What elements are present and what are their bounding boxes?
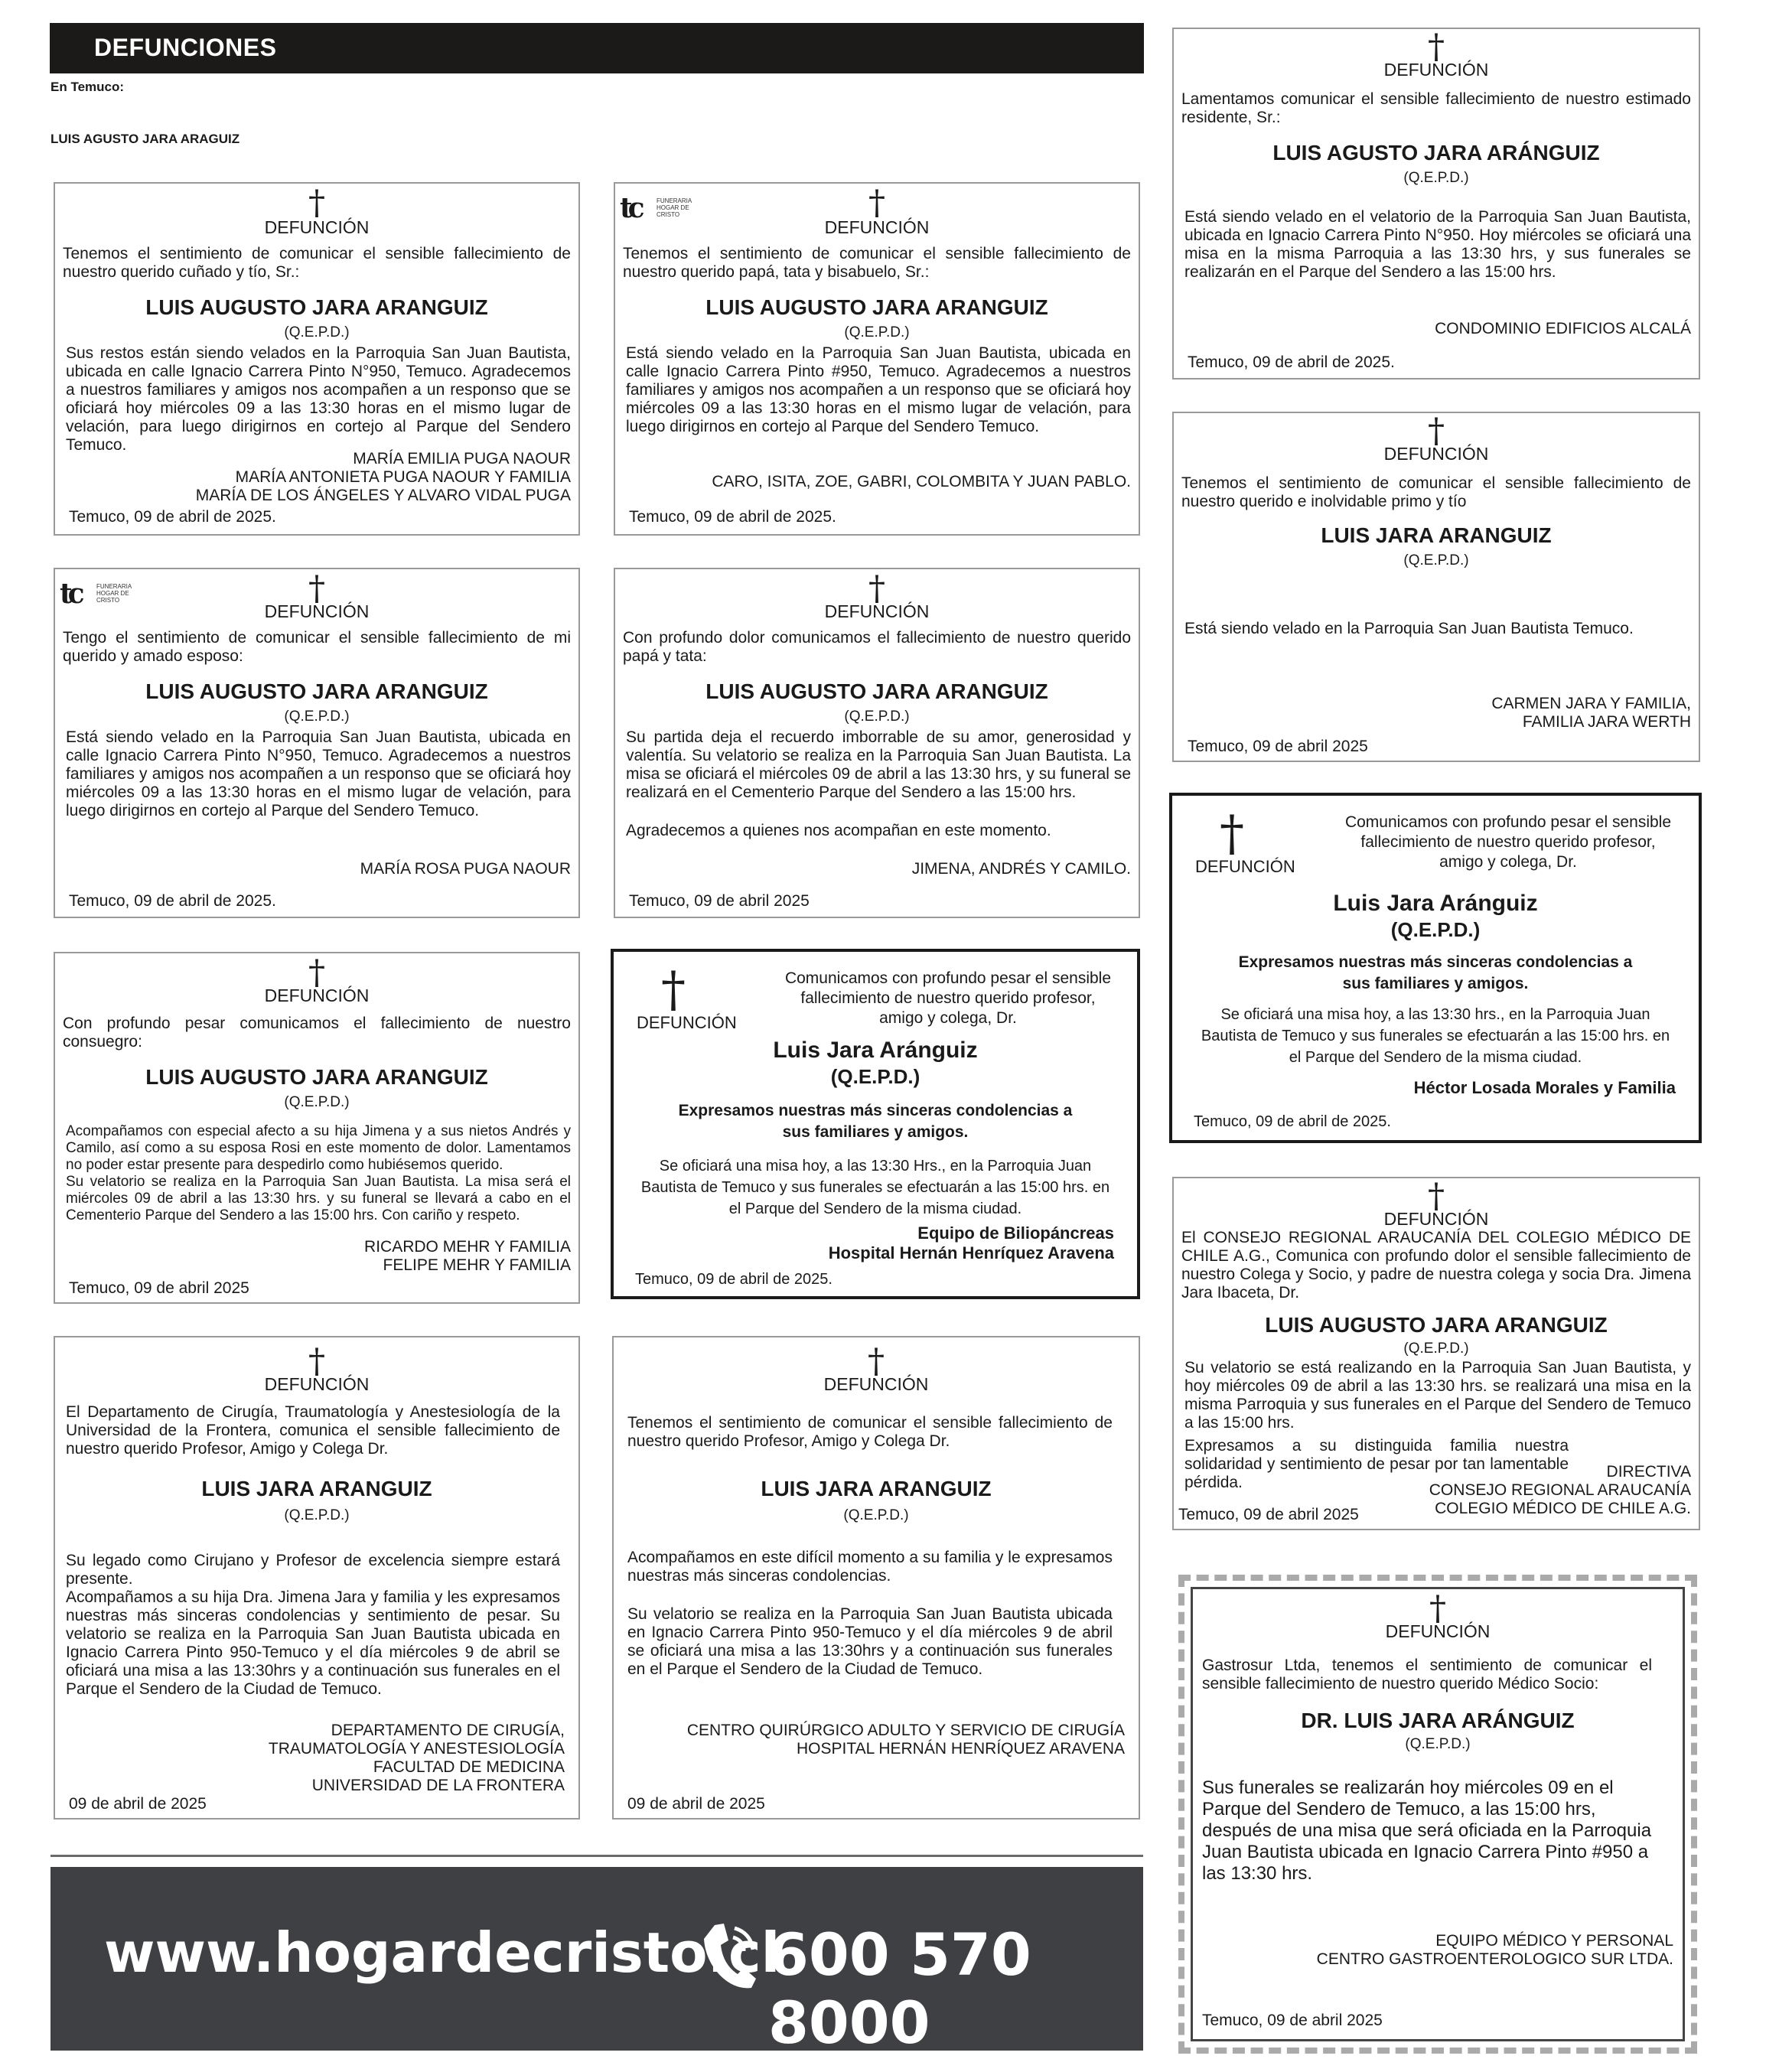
notice-date: Temuco, 09 de abril de 2025. [1194, 1113, 1391, 1130]
deceased-name: LUIS AUGUSTO JARA ARANGUIZ [1265, 1313, 1608, 1337]
notice-date: Temuco, 09 de abril 2025 [69, 1279, 249, 1297]
condolences-text: Expresamos nuestras más sinceras condolencias a sus familiares y amigos. [678, 1102, 1073, 1141]
notice-body: Se oficiará una misa hoy, a las 13:30 Hrs., en la Parroquia Juan Bautista de Temuco y sus funerales se efectuarán a las 15:00 hrs. en el Parque del Sendero de la misma ciudad. [640, 1158, 1110, 1217]
notice-body: Sus funerales se realizarán hoy miércoles 09 en el Parque del Sendero de Temuco, a las 15:00 hrs, después de una misa que será oficiada en la Parroquia Juan Bautista ubicada en Ignacio Carrera Pinto #950 a las 13:30 hrs. [1202, 1777, 1652, 1884]
separator-line [51, 1855, 1143, 1857]
notice-body-2: Su velatorio se realiza en la Parroquia San Juan Bautista ubicada en Ignacio Carrera Pinto 950-Temuco y el día miércoles 9 de abril se oficiará una misa a las 13:30hrs y a continuación sus funerales en el Parque el Sendero de la Ciudad de Temuco. [627, 1605, 1113, 1678]
qepd-label: (Q.E.P.D.) [284, 709, 350, 725]
notice-intro: Gastrosur Ltda, tenemos el sentimiento de comunicar el sensible fallecimiento de nuestro querido Médico Socio: [1202, 1657, 1652, 1692]
deceased-name: LUIS JARA ARANGUIZ [761, 1477, 992, 1500]
notice-body: Su velatorio se está realizando en la Parroquia San Juan Bautista, y hoy miércoles 09 de abril a las 13:30 hrs. se realizará una misa en la misma Parroquia y sus funerales en el Parque del Sendero de Temuco a las 15:00 hrs. [1184, 1359, 1691, 1432]
signature: Equipo de Biliopáncreas [917, 1223, 1114, 1243]
signature: MARÍA ANTONIETA PUGA NAOUR Y FAMILIA [235, 468, 571, 486]
deceased-name: LUIS JARA ARANGUIZ [201, 1477, 432, 1500]
qepd-label: (Q.E.P.D.) [284, 1507, 350, 1523]
notice-title: DEFUNCIÓN [1383, 444, 1489, 464]
signature: CONSEJO REGIONAL ARAUCANÍA [1429, 1481, 1691, 1499]
notice-date: Temuco, 09 de abril 2025 [1188, 738, 1368, 755]
notice-title: DEFUNCIÓN [264, 217, 370, 237]
notice-date: 09 de abril de 2025 [69, 1795, 207, 1813]
notice-intro: Tengo el sentimiento de comunicar el sensible fallecimiento de mi querido y amado esposo: [63, 629, 571, 665]
notice-date: Temuco, 09 de abril de 2025. [635, 1271, 832, 1288]
notice-body: Acompañamos con especial afecto a su hija Jimena y a sus nietos Andrés y Camilo, así como a su esposa Rosi en este momento de dolor. Lamentamos no poder estar presente para despedirlo como hubiésemos querido. [66, 1123, 571, 1173]
notice-intro: Con profundo dolor comunicamos el fallecimiento de nuestro querido papá y tata: [623, 629, 1131, 665]
notice-body-2: Expresamos a su distinguida familia nuestra solidaridad y sentimiento de pesar por tan lamentable pérdida. [1184, 1437, 1569, 1491]
section-title: DEFUNCIONES [94, 34, 277, 61]
qepd-label: (Q.E.P.D.) [284, 1094, 350, 1110]
signature: CENTRO GASTROENTEROLOGICO SUR LTDA. [1316, 1950, 1673, 1968]
condolences-text: Expresamos nuestras más sinceras condolencias a sus familiares y amigos. [1238, 953, 1633, 992]
notice-body: Su partida deja el recuerdo imborrable de su amor, generosidad y valentía. Su velatorio se realiza en la Parroquia San Juan Bautista. La misa se oficiará el miércoles 09 de abril a las 13:30 hrs, y su funeral se realizará en el Cementerio Parque del Sendero a las 15:00 hrs. [626, 728, 1131, 801]
qepd-label: (Q.E.P.D.) [843, 1507, 909, 1523]
cross-icon: † [308, 1342, 325, 1381]
obituary-notice [614, 568, 1140, 918]
website-link[interactable]: www.hogardecristo.cl [104, 1921, 780, 1985]
notice-date: Temuco, 09 de abril 2025 [629, 892, 810, 910]
notice-intro: Comunicamos con profundo pesar el sensible fallecimiento de nuestro querido profesor, amigo y colega, Dr. [784, 969, 1112, 1027]
signature: RICARDO MEHR Y FAMILIA [364, 1238, 571, 1256]
notice-intro: Tenemos el sentimiento de comunicar el sensible fallecimiento de nuestro querido papá, tata y bisabuelo, Sr.: [623, 245, 1131, 281]
obituary-notice [1172, 28, 1700, 380]
signature: FELIPE MEHR Y FAMILIA [383, 1256, 571, 1274]
notice-title: DEFUNCIÓN [1383, 1209, 1489, 1229]
notice-body: Sus restos están siendo velados en la Parroquia San Juan Bautista, ubicada en calle Ignacio Carrera Pinto N°950, Temuco. Agradecemos a nuestros familiares y amigos nos acompañen a un responso que se oficiará hoy miércoles 09 a las 13:30 horas en el mismo lugar de velación, para luego dirigirnos en cortejo al Parque del Sendero Temuco. [66, 344, 571, 454]
obituary-notice [611, 949, 1140, 1299]
notice-title: DEFUNCIÓN [1383, 60, 1489, 80]
deceased-name: DR. LUIS JARA ARÁNGUIZ [1301, 1709, 1575, 1732]
deceased-heading: LUIS AGUSTO JARA ARAGUIZ [51, 132, 240, 146]
notice-date: Temuco, 09 de abril 2025 [1202, 2012, 1383, 2029]
notice-body-2: Acompañamos a su hija Dra. Jimena Jara y familia y les expresamos nuestras más sinceras condolencias y sentimiento de pesar. Su velatorio se realiza en la Parroquia San Juan Bautista ubicada en Ignacio Carrera Pinto 950-Temuco y el día miércoles 9 de abril se oficiará una misa a las 13:30hrs y a continuación sus funerales en el Parque el Sendero de la Ciudad de Temuco. [66, 1588, 560, 1698]
obituary-notice [1169, 793, 1702, 1143]
signature: MARÍA ROSA PUGA NAOUR [360, 860, 571, 878]
phone-number[interactable]: 600 570 8000 [768, 1921, 1031, 2057]
notice-title: DEFUNCIÓN [823, 1374, 929, 1394]
obituary-notice [54, 568, 580, 918]
obituary-notice [1172, 412, 1700, 762]
signature: MARÍA DE LOS ÁNGELES Y ALVARO VIDAL PUGA [195, 487, 571, 504]
notice-intro: El CONSEJO REGIONAL ARAUCANÍA DEL COLEGIO MÉDICO DE CHILE A.G., Comunica con profundo dolor el sensible fallecimiento de nuestro Colega y Socio, y padre de nuestra colega y socia Dra. Jimena Jara Ibaceta, Dr. [1181, 1229, 1691, 1302]
qepd-label: (Q.E.P.D.) [1403, 170, 1469, 186]
deceased-name: LUIS JARA ARANGUIZ [1321, 523, 1552, 547]
notice-body: Está siendo velado en la Parroquia San Juan Bautista Temuco. [1184, 620, 1634, 637]
deceased-name: LUIS AUGUSTO JARA ARANGUIZ [705, 679, 1048, 703]
signature: TRAUMATOLOGÍA Y ANESTESIOLOGÍA [268, 1740, 565, 1758]
cross-icon: † [308, 184, 325, 223]
signature: CENTRO QUIRÚRGICO ADULTO Y SERVICIO DE CIRUGÍA [686, 1722, 1125, 1739]
notice-intro: Comunicamos con profundo pesar el sensible fallecimiento de nuestro querido profesor, amigo y colega, Dr. [1344, 813, 1672, 871]
notice-intro: Tenemos el sentimiento de comunicar el sensible fallecimiento de nuestro querido e inolvidable primo y tío [1181, 474, 1691, 510]
obituary-notice [1172, 1177, 1700, 1530]
notice-title: DEFUNCIÓN [264, 986, 370, 1005]
notice-body: Está siendo velado en la Parroquia San Juan Bautista, ubicada en calle Ignacio Carrera Pinto #950, Temuco. Agradecemos a nuestros familiares y amigos nos acompañen a un responso que se oficiará hoy miércoles 09 a las 13:30 horas en el mismo lugar de velación, para luego dirigirnos en cortejo al Parque del Sendero Temuco. [626, 344, 1131, 435]
notice-intro: El Departamento de Cirugía, Traumatología y Anestesiología de la Universidad de la Frontera, comunica el sensible fallecimiento de nuestro querido Profesor, Amigo y Colega Dr. [66, 1403, 560, 1458]
cross-icon: † [1429, 1589, 1446, 1628]
notice-date: Temuco, 09 de abril de 2025. [69, 892, 276, 910]
notice-body: Su legado como Cirujano y Profesor de excelencia siempre estará presente. [66, 1552, 560, 1588]
signature: FAMILIA JARA WERTH [1522, 713, 1691, 731]
logo-text: FUNERARIA HOGAR DE CRISTO [657, 197, 692, 218]
obituary-notice [54, 952, 580, 1304]
qepd-label: (Q.E.P.D.) [1390, 918, 1481, 941]
signature: CONDOMINIO EDIFICIOS ALCALÁ [1435, 320, 1691, 337]
qepd-label: (Q.E.P.D.) [844, 324, 910, 340]
notice-intro: Con profundo pesar comunicamos el fallecimiento de nuestro consuegro: [63, 1015, 571, 1051]
signature: Hospital Hernán Henríquez Aravena [828, 1243, 1114, 1262]
logo-initials: tc [620, 192, 640, 224]
notice-title: DEFUNCIÓN [264, 601, 370, 621]
notice-title: DEFUNCIÓN [1195, 857, 1295, 876]
notice-body: Está siendo velado en la Parroquia San Juan Bautista, ubicada en calle Ignacio Carrera Pinto N°950, Temuco. Agradecemos a nuestros familiares y amigos nos acompañen a un responso que se oficiará hoy miércoles 09 a las 13:30 horas en el mismo lugar de velación, para luego dirigirnos en cortejo al Parque del Sendero Temuco. [66, 728, 571, 819]
cross-icon: † [308, 569, 325, 608]
signature: CARMEN JARA Y FAMILIA, [1491, 695, 1691, 712]
notice-title: DEFUNCIÓN [824, 217, 930, 237]
deceased-name: LUIS AUGUSTO JARA ARANGUIZ [705, 295, 1048, 319]
signature: MARÍA EMILIA PUGA NAOUR [353, 450, 571, 468]
qepd-label: (Q.E.P.D.) [284, 324, 350, 340]
cross-icon: † [1220, 806, 1244, 862]
cross-icon: † [1428, 1177, 1445, 1216]
notice-title: DEFUNCIÓN [637, 1013, 737, 1032]
qepd-label: (Q.E.P.D.) [1403, 1341, 1469, 1357]
location-label: En Temuco: [51, 80, 125, 94]
notice-intro: Lamentamos comunicar el sensible fallecimiento de nuestro estimado residente, Sr.: [1181, 90, 1691, 126]
notice-date: 09 de abril de 2025 [627, 1795, 765, 1813]
notice-date: Temuco, 09 de abril de 2025. [69, 508, 276, 526]
notice-body-2: Su velatorio se realiza en la Parroquia San Juan Bautista. La misa será el miércoles 09 de abril a las 13:30 hrs. y su funeral se llevará a cabo en el Cementerio Parque del Sendero a las 15:00 hrs. Con cariño y respeto. [66, 1174, 571, 1223]
notice-intro: Tenemos el sentimiento de comunicar el sensible fallecimiento de nuestro querido cuñado y tío, Sr.: [63, 245, 571, 281]
cross-icon: † [868, 184, 885, 223]
obituary-notice [54, 182, 580, 536]
notice-intro: Tenemos el sentimiento de comunicar el sensible fallecimiento de nuestro querido Profesor, Amigo y Colega Dr. [627, 1414, 1113, 1450]
deceased-name: LUIS AGUSTO JARA ARÁNGUIZ [1272, 141, 1600, 165]
advertising-banner [51, 1867, 1143, 2057]
cross-icon: † [1428, 412, 1445, 451]
cross-icon: † [868, 569, 885, 608]
qepd-label: (Q.E.P.D.) [1403, 552, 1469, 568]
obituary-notice [612, 1336, 1140, 1820]
notice-body-2: Agradecemos a quienes nos acompañan en este momento. [626, 822, 1051, 839]
notice-title: DEFUNCIÓN [264, 1374, 370, 1394]
signature: CARO, ISITA, ZOE, GABRI, COLOMBITA Y JUAN PABLO. [712, 473, 1131, 490]
deceased-name: Luis Jara Aránguiz [1333, 891, 1538, 916]
qepd-label: (Q.E.P.D.) [1405, 1736, 1471, 1752]
signature: UNIVERSIDAD DE LA FRONTERA [311, 1777, 565, 1794]
signature: EQUIPO MÉDICO Y PERSONAL [1435, 1932, 1673, 1950]
obituary-notice [1191, 1587, 1685, 2041]
signature: HOSPITAL HERNÁN HENRÍQUEZ ARAVENA [796, 1740, 1125, 1758]
signature: FACULTAD DE MEDICINA [373, 1758, 565, 1776]
notice-date: Temuco, 09 de abril de 2025. [1188, 353, 1395, 371]
logo-initials: tc [60, 578, 80, 610]
notice-date: Temuco, 09 de abril 2025 [1178, 1506, 1359, 1523]
signature: DIRECTIVA [1606, 1463, 1691, 1481]
obituary-notice [614, 182, 1140, 536]
deceased-name: LUIS AUGUSTO JARA ARANGUIZ [145, 295, 488, 319]
notice-body: Está siendo velado en el velatorio de la Parroquia San Juan Bautista, ubicada en Ignacio Carrera Pinto N°950. Hoy miércoles se oficiará una misa en la misma Parroquia a las 13:30 hrs, y sus funerales se realizarán en el Parque del Sendero a las 15:00 hrs. [1184, 208, 1691, 281]
cross-icon: † [308, 953, 325, 992]
qepd-label: (Q.E.P.D.) [830, 1065, 920, 1088]
notice-body: Se oficiará una misa hoy, a las 13:30 hrs., en la Parroquia Juan Bautista de Temuco y sus funerales se efectuarán a las 15:00 hrs. en el Parque del Sendero de la misma ciudad. [1201, 1006, 1670, 1066]
notice-title: DEFUNCIÓN [824, 601, 930, 621]
deceased-name: LUIS AUGUSTO JARA ARANGUIZ [145, 1065, 488, 1089]
obituary-notice [54, 1336, 580, 1820]
notice-date: Temuco, 09 de abril de 2025. [629, 508, 836, 526]
logo-text: FUNERARIA HOGAR DE CRISTO [96, 583, 132, 604]
signature: JIMENA, ANDRÉS Y CAMILO. [911, 860, 1131, 878]
signature: Héctor Losada Morales y Familia [1413, 1078, 1676, 1097]
cross-icon: † [868, 1342, 885, 1381]
deceased-name: LUIS AUGUSTO JARA ARANGUIZ [145, 679, 488, 703]
notice-title: DEFUNCIÓN [1385, 1621, 1491, 1641]
notice-body: Acompañamos en este difícil momento a su familia y le expresamos nuestras más sinceras condolencias. [627, 1549, 1113, 1585]
deceased-name: Luis Jara Aránguiz [773, 1038, 978, 1063]
signature: COLEGIO MÉDICO DE CHILE A.G. [1435, 1500, 1691, 1517]
section-header-bar [50, 23, 1144, 73]
signature: DEPARTAMENTO DE CIRUGÍA, [331, 1722, 565, 1739]
phone-icon [698, 1921, 759, 1994]
cross-icon: † [661, 962, 686, 1018]
qepd-label: (Q.E.P.D.) [844, 709, 910, 725]
cross-icon: † [1428, 28, 1445, 67]
